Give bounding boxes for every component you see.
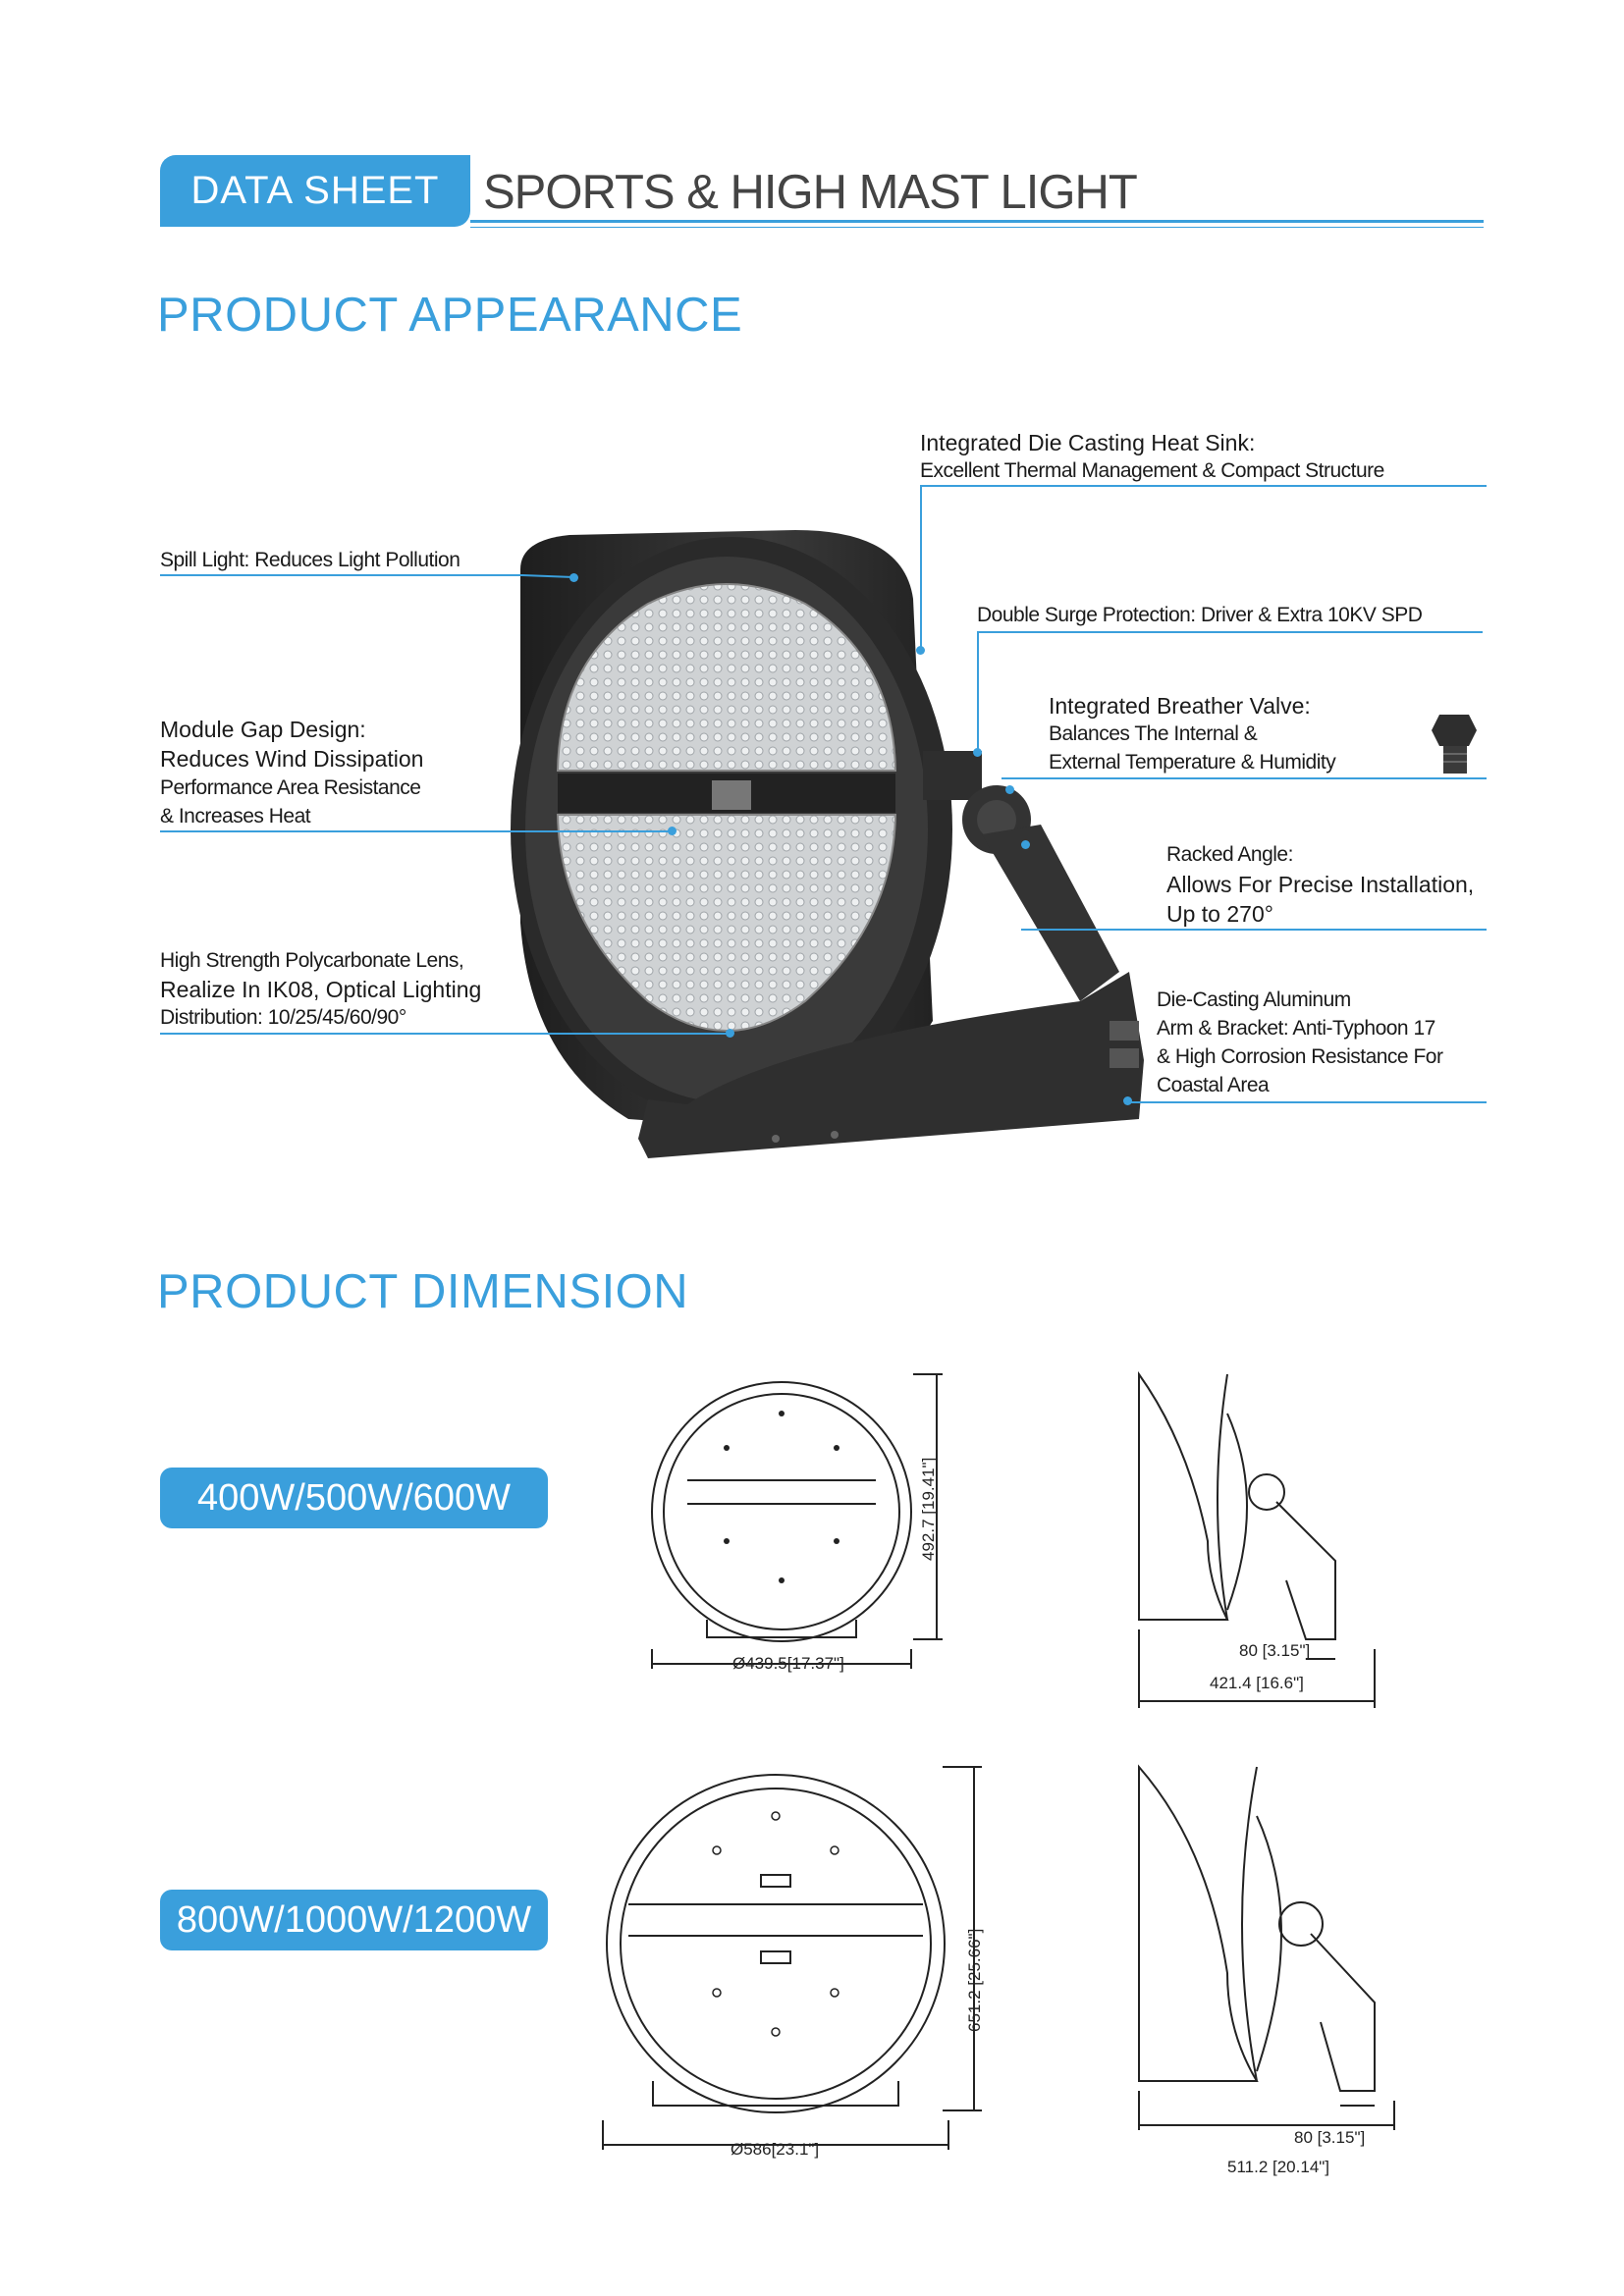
angle-dot xyxy=(1021,840,1030,849)
spill-light-underline xyxy=(160,574,523,576)
breather-title: Integrated Breather Valve: xyxy=(1049,693,1311,719)
spill-light-label: Spill Light: Reduces Light Pollution xyxy=(160,549,460,571)
gap-title: Module Gap Design: xyxy=(160,717,366,742)
lens-line1: High Strength Polycarbonate Lens, xyxy=(160,949,464,972)
gap-underline xyxy=(160,830,671,832)
model2-side-drawing xyxy=(1129,1757,1424,2130)
aluminum-dot xyxy=(1123,1096,1132,1105)
aluminum-line2: Arm & Bracket: Anti-Typhoon 17 xyxy=(1157,1017,1435,1040)
model-label-1: 400W/500W/600W xyxy=(160,1468,548,1528)
angle-line2: Up to 270° xyxy=(1166,901,1273,927)
lens-line3: Distribution: 10/25/45/60/90° xyxy=(160,1006,406,1029)
model1-depth: 421.4 [16.6"] xyxy=(1210,1674,1304,1692)
aluminum-line1: Die-Casting Aluminum xyxy=(1157,988,1351,1011)
angle-title: Racked Angle: xyxy=(1166,843,1293,866)
heat-sink-underline xyxy=(920,485,1487,487)
angle-underline xyxy=(1021,929,1487,931)
dimension-title: PRODUCT DIMENSION xyxy=(157,1265,689,1318)
page-title: SPORTS & HIGH MAST LIGHT xyxy=(483,166,1137,219)
appearance-title: PRODUCT APPEARANCE xyxy=(157,289,743,342)
breather-underline xyxy=(1001,777,1487,779)
lens-underline xyxy=(160,1033,730,1035)
header-rule xyxy=(470,220,1484,223)
model-label-2: 800W/1000W/1200W xyxy=(160,1890,548,1950)
heat-sink-dot xyxy=(916,646,925,655)
surge-leader xyxy=(977,633,979,751)
angle-line1: Allows For Precise Installation, xyxy=(1166,872,1475,897)
model2-height: 651.2 [25.66"] xyxy=(965,1928,984,2032)
heat-sink-leader xyxy=(920,487,922,654)
gap-dot xyxy=(668,827,677,835)
breather-valve-icon xyxy=(1422,709,1481,779)
lens-line2: Realize In IK08, Optical Lighting xyxy=(160,977,482,1002)
surge-protection-label: Double Surge Protection: Driver & Extra 10KV SPD xyxy=(977,604,1423,626)
lens-dot xyxy=(726,1029,734,1038)
breather-dot xyxy=(1005,785,1014,794)
breather-line2: External Temperature & Humidity xyxy=(1049,751,1336,774)
model2-bracket: 80 [3.15"] xyxy=(1294,2128,1366,2147)
data-sheet-tag: DATA SHEET xyxy=(160,155,470,227)
gap-line2: Performance Area Resistance xyxy=(160,776,421,799)
model1-bracket: 80 [3.15"] xyxy=(1239,1641,1311,1660)
aluminum-underline xyxy=(1127,1101,1487,1103)
gap-line1: Reduces Wind Dissipation xyxy=(160,746,424,772)
breather-line1: Balances The Internal & xyxy=(1049,722,1258,745)
header-rule-thin xyxy=(470,227,1484,228)
model2-diameter: Ø586[23.1"] xyxy=(731,2140,820,2159)
model2-depth: 511.2 [20.14"] xyxy=(1227,2158,1330,2176)
surge-dot xyxy=(973,748,982,757)
heat-sink-title: Integrated Die Casting Heat Sink: xyxy=(920,430,1256,455)
spill-light-leader xyxy=(520,563,579,583)
surge-underline xyxy=(977,631,1483,633)
model1-diameter: Ø439.5[17.37"] xyxy=(732,1654,844,1673)
model1-height: 492.7 [19.41"] xyxy=(919,1457,938,1561)
aluminum-line3: & High Corrosion Resistance For xyxy=(1157,1045,1443,1068)
gap-line3: & Increases Heat xyxy=(160,805,311,828)
heat-sink-desc: Excellent Thermal Management & Compact Structure xyxy=(920,459,1384,482)
model2-front-drawing xyxy=(599,1757,992,2169)
aluminum-line4: Coastal Area xyxy=(1157,1074,1270,1096)
model1-front-drawing xyxy=(648,1364,962,1688)
